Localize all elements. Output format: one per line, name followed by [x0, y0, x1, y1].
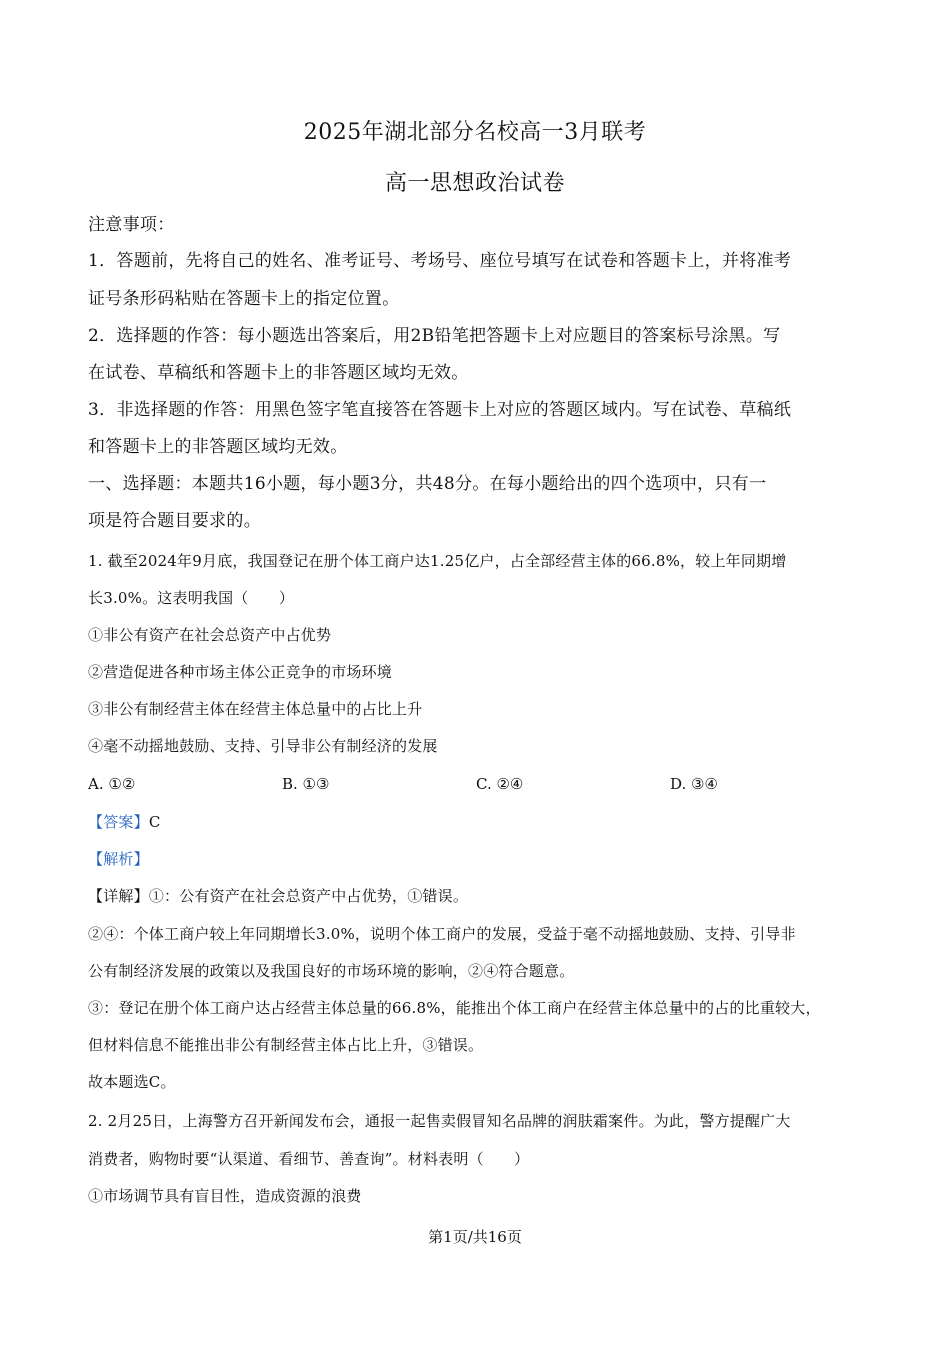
- question-1-stem-cont: 长3.0%。这表明我国（ ）: [88, 589, 295, 607]
- notice-item-3: 3．非选择题的作答：用黑色签字笔直接答在答题卡上对应的答题区域内。写在试卷、草稿纸: [88, 400, 792, 420]
- notice-item-2-cont: 在试卷、草稿纸和答题卡上的非答题区域均无效。: [88, 363, 469, 383]
- section-heading-cont: 项是符合题目要求的。: [88, 511, 261, 531]
- detail-label: 【详解】: [88, 887, 149, 905]
- notice-heading: 注意事项：: [88, 215, 175, 235]
- detail-text-4: ③：登记在册个体工商户达占经营主体总量的66.8%，能推出个体工商户在经营主体总量中的占的比重较大，: [88, 999, 821, 1017]
- question-1-conclusion: 故本题选C。: [88, 1073, 176, 1091]
- question-1-statement-4: ④毫不动摇地鼓励、支持、引导非公有制经济的发展: [88, 737, 438, 755]
- detail-text-2: ②④：个体工商户较上年同期增长3.0%，说明个体工商户的发展，受益于毫不动摇地鼓励、支持、引导非: [88, 925, 796, 943]
- question-2-statement-1: ①市场调节具有盲目性，造成资源的浪费: [88, 1187, 362, 1205]
- question-2-stem-cont: 消费者，购物时要“认渠道、看细节、善查询”。材料表明（ ）: [88, 1150, 530, 1168]
- page-footer: 第1页/共16页: [428, 1228, 522, 1246]
- analysis-label: 【解析】: [88, 850, 149, 868]
- answer-label: 【答案】: [88, 813, 149, 831]
- notice-item-1: 1．答题前，先将自己的姓名、准考证号、考场号、座位号填写在试卷和答题卡上，并将准考: [88, 251, 792, 271]
- question-1-statement-1: ①非公有资产在社会总资产中占优势: [88, 626, 332, 644]
- detail-text-3: 公有制经济发展的政策以及我国良好的市场环境的影响，②④符合题意。: [88, 962, 575, 980]
- answer-value: C: [148, 813, 161, 831]
- exam-title: 2025年湖北部分名校高一3月联考: [303, 120, 647, 145]
- question-1-option-c: C. ②④: [476, 775, 524, 793]
- exam-subtitle: 高一思想政治试卷: [384, 171, 565, 196]
- detail-text-5: 但材料信息不能推出非公有制经营主体占比上升，③错误。: [88, 1036, 484, 1054]
- question-1-stem: 1. 截至2024年9月底，我国登记在册个体工商户达1.25亿户，占全部经营主体的66.8%，较上年同期增: [88, 552, 787, 570]
- question-1-detail: [88, 885, 878, 907]
- question-1-statement-2: ②营造促进各种市场主体公正竞争的市场环境: [88, 663, 393, 681]
- question-2-stem: 2. 2月25日，上海警方召开新闻发布会，通报一起售卖假冒知名品牌的润肤霜案件。为此，警方提醒广大: [88, 1112, 791, 1130]
- question-1-answer: [88, 811, 878, 833]
- notice-item-2: 2．选择题的作答：每小题选出答案后，用2B铅笔把答题卡上对应题目的答案标号涂黑。写: [88, 326, 781, 346]
- question-1-statement-3: ③非公有制经营主体在经营主体总量中的占比上升: [88, 700, 423, 718]
- notice-item-3-cont: 和答题卡上的非答题区域均无效。: [88, 437, 348, 457]
- question-1-option-d: D. ③④: [670, 775, 718, 793]
- section-heading: 一、选择题：本题共16小题，每小题3分，共48分。在每小题给出的四个选项中，只有一: [88, 474, 767, 494]
- notice-item-1-cont: 证号条形码粘贴在答题卡上的指定位置。: [88, 289, 400, 309]
- question-1-option-b: B. ①③: [282, 775, 330, 793]
- question-1-option-a: A. ①②: [88, 775, 136, 793]
- detail-text-1: ①：公有资产在社会总资产中占优势，①错误。: [148, 887, 469, 905]
